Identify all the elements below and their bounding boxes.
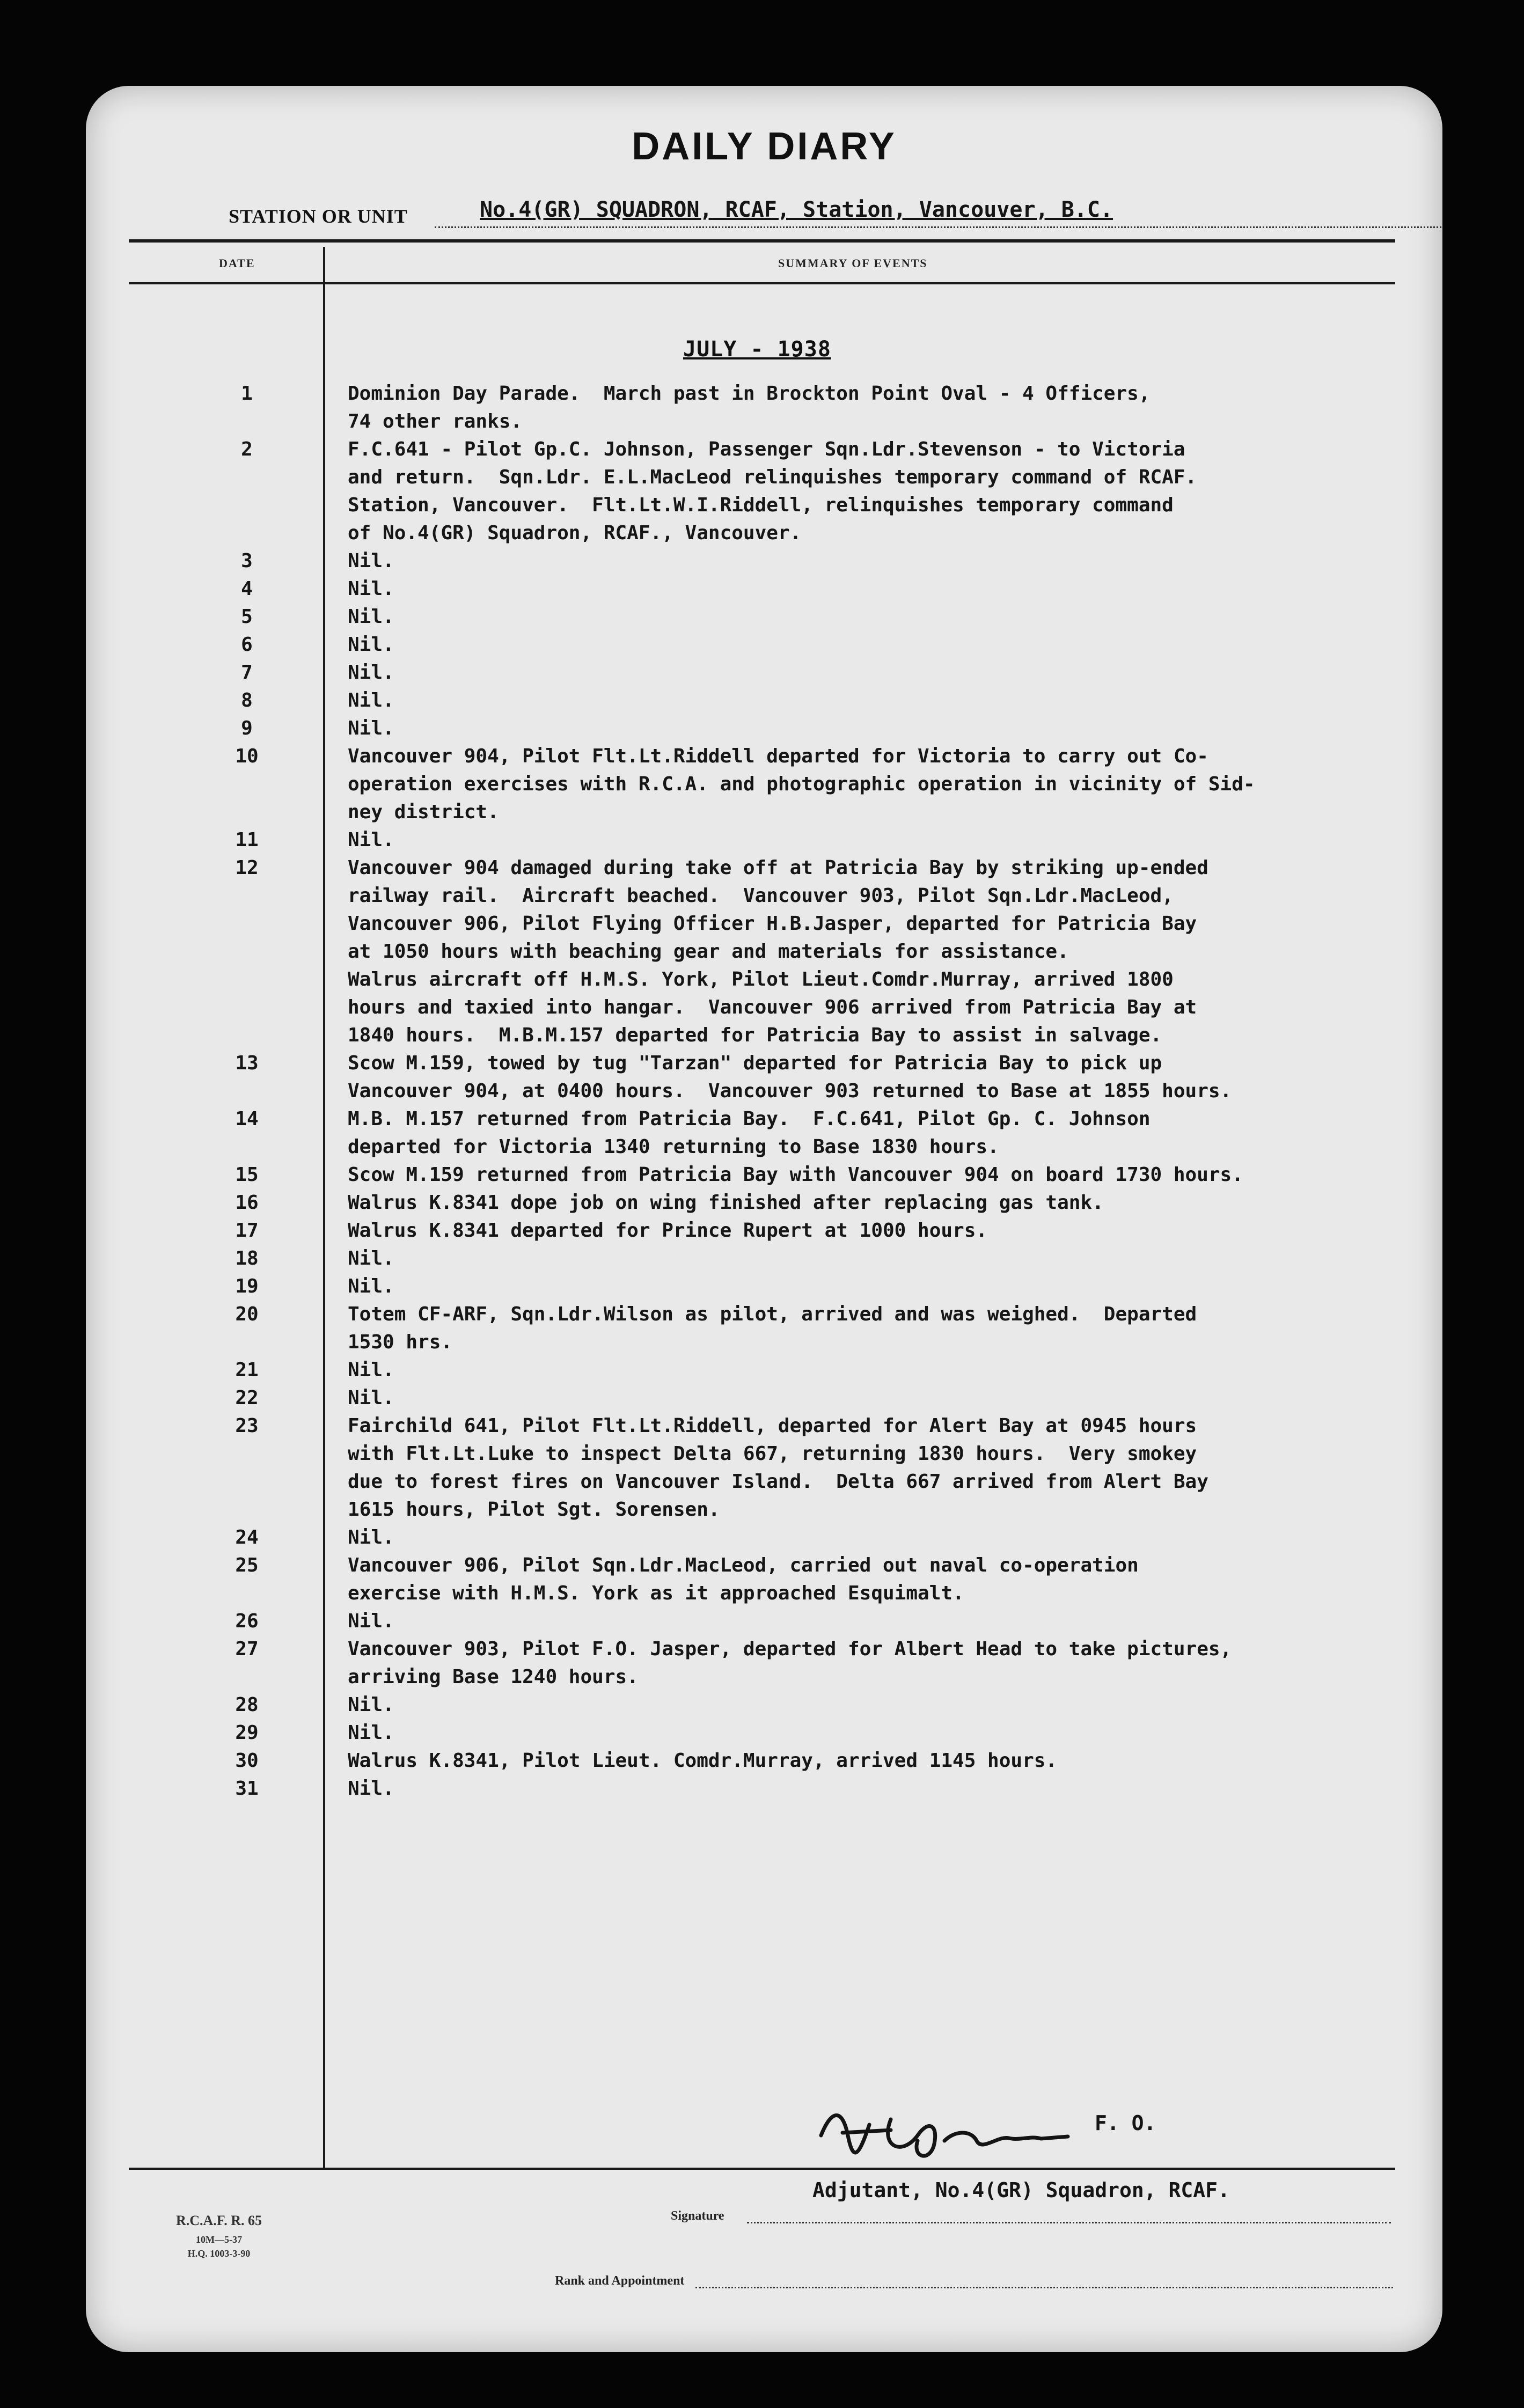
diary-entry bbox=[86, 1189, 1442, 1217]
station-value: No.4(GR) SQUADRON, RCAF, Station, Vancouver, B.C. bbox=[480, 197, 1113, 222]
diary-entry bbox=[86, 1273, 1442, 1301]
entry-text-line: ney district. bbox=[348, 801, 499, 823]
diary-entry bbox=[86, 603, 1442, 631]
entry-text-line: Nil. bbox=[348, 689, 394, 711]
entry-text-line: Nil. bbox=[348, 578, 394, 600]
entry-date: 18 bbox=[235, 1247, 259, 1269]
entry-date: 20 bbox=[235, 1303, 259, 1325]
diary-entry bbox=[86, 1161, 1442, 1189]
col-date-header: DATE bbox=[219, 256, 255, 270]
entry-date: 14 bbox=[235, 1108, 259, 1130]
station-dotted-line bbox=[435, 226, 1442, 228]
entry-date: 9 bbox=[241, 717, 253, 739]
entry-date: 13 bbox=[235, 1052, 259, 1074]
diary-entry bbox=[86, 715, 1442, 743]
entry-date: 10 bbox=[235, 745, 259, 767]
entry-date: 17 bbox=[235, 1220, 259, 1242]
diary-entry bbox=[86, 1356, 1442, 1384]
entry-date: 12 bbox=[235, 857, 259, 879]
entry-date: 29 bbox=[235, 1722, 259, 1744]
entry-text-line: Scow M.159, towed by tug "Tarzan" departed for Patricia Bay to pick up bbox=[348, 1052, 1162, 1074]
entry-text-line: Nil. bbox=[348, 1694, 394, 1716]
station-label: STATION OR UNIT bbox=[229, 205, 408, 227]
diary-entry bbox=[86, 1105, 1442, 1161]
entry-text-line: Station, Vancouver. Flt.Lt.W.I.Riddell, relinquishes temporary command bbox=[348, 494, 1174, 516]
entry-text-line: Nil. bbox=[348, 1275, 394, 1297]
entry-text-line: Vancouver 904, at 0400 hours. Vancouver 903 returned to Base at 1855 hours. bbox=[348, 1080, 1232, 1102]
entry-text-line: due to forest fires on Vancouver Island. Delta 667 arrived from Alert Bay bbox=[348, 1471, 1208, 1493]
entry-date: 24 bbox=[235, 1526, 259, 1548]
entry-text-line: Nil. bbox=[348, 606, 394, 628]
col-summary-header: SUMMARY OF EVENTS bbox=[778, 256, 928, 270]
entry-text-line: Nil. bbox=[348, 1526, 394, 1548]
entry-text-line: exercise with H.M.S. York as it approached Esquimalt. bbox=[348, 1582, 964, 1604]
diary-entry bbox=[86, 575, 1442, 603]
diary-entry bbox=[86, 1691, 1442, 1719]
diary-entry bbox=[86, 547, 1442, 575]
signatory-rank: F. O. bbox=[1095, 2111, 1156, 2135]
entry-text-line: with Flt.Lt.Luke to inspect Delta 667, returning 1830 hours. Very smokey bbox=[348, 1443, 1197, 1465]
entry-date: 21 bbox=[235, 1359, 259, 1381]
entry-text-line: Walrus K.8341 departed for Prince Rupert at 1000 hours. bbox=[348, 1220, 988, 1242]
rank-dotted-line bbox=[695, 2287, 1393, 2288]
entry-date: 5 bbox=[241, 606, 253, 628]
rank-appointment-label: Rank and Appointment bbox=[555, 2274, 685, 2288]
diary-entry bbox=[86, 631, 1442, 659]
diary-entry bbox=[86, 1719, 1442, 1747]
signature-area-rule bbox=[129, 2168, 1395, 2170]
entry-date: 31 bbox=[235, 1778, 259, 1800]
signatory-appointment: Adjutant, No.4(GR) Squadron, RCAF. bbox=[812, 2178, 1230, 2202]
diary-entry bbox=[86, 854, 1442, 1049]
entry-date: 26 bbox=[235, 1610, 259, 1632]
diary-entry bbox=[86, 687, 1442, 715]
entry-date: 22 bbox=[235, 1387, 259, 1409]
form-title: DAILY DIARY bbox=[632, 125, 897, 168]
diary-entry bbox=[86, 1747, 1442, 1775]
entry-text-line: Nil. bbox=[348, 662, 394, 684]
form-print-run: 10M—5-37 bbox=[196, 2234, 242, 2245]
diary-entry bbox=[86, 1524, 1442, 1552]
entry-text-line: 1530 hrs. bbox=[348, 1331, 453, 1353]
diary-entry bbox=[86, 436, 1442, 547]
entry-text-line: Totem CF-ARF, Sqn.Ldr.Wilson as pilot, arrived and was weighed. Departed bbox=[348, 1303, 1197, 1325]
diary-page bbox=[86, 86, 1442, 2352]
entry-date: 27 bbox=[235, 1638, 259, 1660]
entry-text-line: Vancouver 903, Pilot F.O. Jasper, departed for Albert Head to take pictures, bbox=[348, 1638, 1232, 1660]
entry-text-line: Walrus K.8341 dope job on wing finished after replacing gas tank. bbox=[348, 1192, 1104, 1214]
diary-entry bbox=[86, 659, 1442, 687]
diary-entry bbox=[86, 1635, 1442, 1691]
form-number: R.C.A.F. R. 65 bbox=[175, 2213, 262, 2228]
signature-label: Signature bbox=[671, 2209, 724, 2223]
entry-text-line: Nil. bbox=[348, 1778, 394, 1800]
month-heading: JULY - 1938 bbox=[683, 337, 831, 362]
entry-date: 3 bbox=[241, 550, 253, 572]
entry-text-line: 1615 hours, Pilot Sgt. Sorensen. bbox=[348, 1499, 720, 1521]
entry-date: 2 bbox=[241, 438, 253, 460]
entry-text-line: Nil. bbox=[348, 1610, 394, 1632]
entry-text-line: Vancouver 906, Pilot Flying Officer H.B.Jasper, departed for Patricia Bay bbox=[348, 913, 1197, 935]
entry-text-line: Nil. bbox=[348, 634, 394, 656]
diary-entry bbox=[86, 1384, 1442, 1412]
entry-text-line: Walrus aircraft off H.M.S. York, Pilot Lieut.Comdr.Murray, arrived 1800 bbox=[348, 968, 1174, 990]
entry-date: 11 bbox=[235, 829, 259, 851]
entry-text-line: Nil. bbox=[348, 550, 394, 572]
signature-dotted-line bbox=[747, 2222, 1391, 2223]
entry-date: 1 bbox=[241, 383, 253, 405]
entry-date: 28 bbox=[235, 1694, 259, 1716]
entry-date: 23 bbox=[235, 1415, 259, 1437]
entry-text-line: Nil. bbox=[348, 717, 394, 739]
diary-entry bbox=[86, 1049, 1442, 1105]
entry-text-line: Nil. bbox=[348, 1359, 394, 1381]
header-rule-bottom bbox=[129, 282, 1395, 284]
diary-entry bbox=[86, 1607, 1442, 1635]
diary-entry bbox=[86, 1775, 1442, 1803]
entry-text-line: arriving Base 1240 hours. bbox=[348, 1666, 639, 1688]
entry-text-line: Vancouver 906, Pilot Sqn.Ldr.MacLeod, carried out naval co-operation bbox=[348, 1554, 1139, 1576]
entry-text-line: operation exercises with R.C.A. and photographic operation in vicinity of Sid- bbox=[348, 773, 1255, 795]
entry-text-line: of No.4(GR) Squadron, RCAF., Vancouver. bbox=[348, 522, 802, 544]
signature-image bbox=[810, 2103, 1089, 2168]
entry-text-line: departed for Victoria 1340 returning to Base 1830 hours. bbox=[348, 1136, 999, 1158]
header-rule-top bbox=[129, 239, 1395, 243]
entry-text-line: Vancouver 904, Pilot Flt.Lt.Riddell departed for Victoria to carry out Co- bbox=[348, 745, 1208, 767]
diary-entry bbox=[86, 380, 1442, 436]
diary-entry bbox=[86, 743, 1442, 826]
entry-text-line: 1840 hours. M.B.M.157 departed for Patricia Bay to assist in salvage. bbox=[348, 1024, 1162, 1046]
entry-text-line: Nil. bbox=[348, 1247, 394, 1269]
diary-entry bbox=[86, 1412, 1442, 1524]
entry-text-line: railway rail. Aircraft beached. Vancouver 903, Pilot Sqn.Ldr.MacLeod, bbox=[348, 885, 1174, 907]
entry-text-line: Nil. bbox=[348, 829, 394, 851]
entry-date: 30 bbox=[235, 1750, 259, 1772]
entry-date: 4 bbox=[241, 578, 253, 600]
entry-text-line: Scow M.159 returned from Patricia Bay with Vancouver 904 on board 1730 hours. bbox=[348, 1164, 1243, 1186]
entry-text-line: hours and taxied into hangar. Vancouver 906 arrived from Patricia Bay at bbox=[348, 996, 1197, 1018]
entry-text-line: F.C.641 - Pilot Gp.C. Johnson, Passenger Sqn.Ldr.Stevenson - to Victoria bbox=[348, 438, 1185, 460]
diary-entry bbox=[86, 1301, 1442, 1356]
entry-date: 6 bbox=[241, 634, 253, 656]
diary-entry bbox=[86, 1217, 1442, 1245]
entry-date: 15 bbox=[235, 1164, 259, 1186]
entry-text-line: Nil. bbox=[348, 1387, 394, 1409]
entry-text-line: at 1050 hours with beaching gear and materials for assistance. bbox=[348, 941, 1069, 963]
form-hq-ref: H.Q. 1003-3-90 bbox=[187, 2248, 251, 2259]
entry-text-line: 74 other ranks. bbox=[348, 410, 523, 432]
diary-entry bbox=[86, 1245, 1442, 1273]
diary-entry bbox=[86, 1552, 1442, 1607]
entry-text-line: Nil. bbox=[348, 1722, 394, 1744]
entry-text-line: and return. Sqn.Ldr. E.L.MacLeod relinquishes temporary command of RCAF. bbox=[348, 466, 1197, 488]
entry-date: 8 bbox=[241, 689, 253, 711]
entry-date: 25 bbox=[235, 1554, 259, 1576]
entry-date: 19 bbox=[235, 1275, 259, 1297]
diary-entry bbox=[86, 826, 1442, 854]
entry-date: 16 bbox=[235, 1192, 259, 1214]
entry-text-line: Fairchild 641, Pilot Flt.Lt.Riddell, departed for Alert Bay at 0945 hours bbox=[348, 1415, 1197, 1437]
entry-text-line: Dominion Day Parade. March past in Brockton Point Oval - 4 Officers, bbox=[348, 383, 1151, 405]
entry-text-line: Walrus K.8341, Pilot Lieut. Comdr.Murray, arrived 1145 hours. bbox=[348, 1750, 1058, 1772]
entry-text-line: Vancouver 904 damaged during take off at Patricia Bay by striking up-ended bbox=[348, 857, 1208, 879]
entry-text-line: M.B. M.157 returned from Patricia Bay. F.C.641, Pilot Gp. C. Johnson bbox=[348, 1108, 1151, 1130]
entry-date: 7 bbox=[241, 662, 253, 684]
